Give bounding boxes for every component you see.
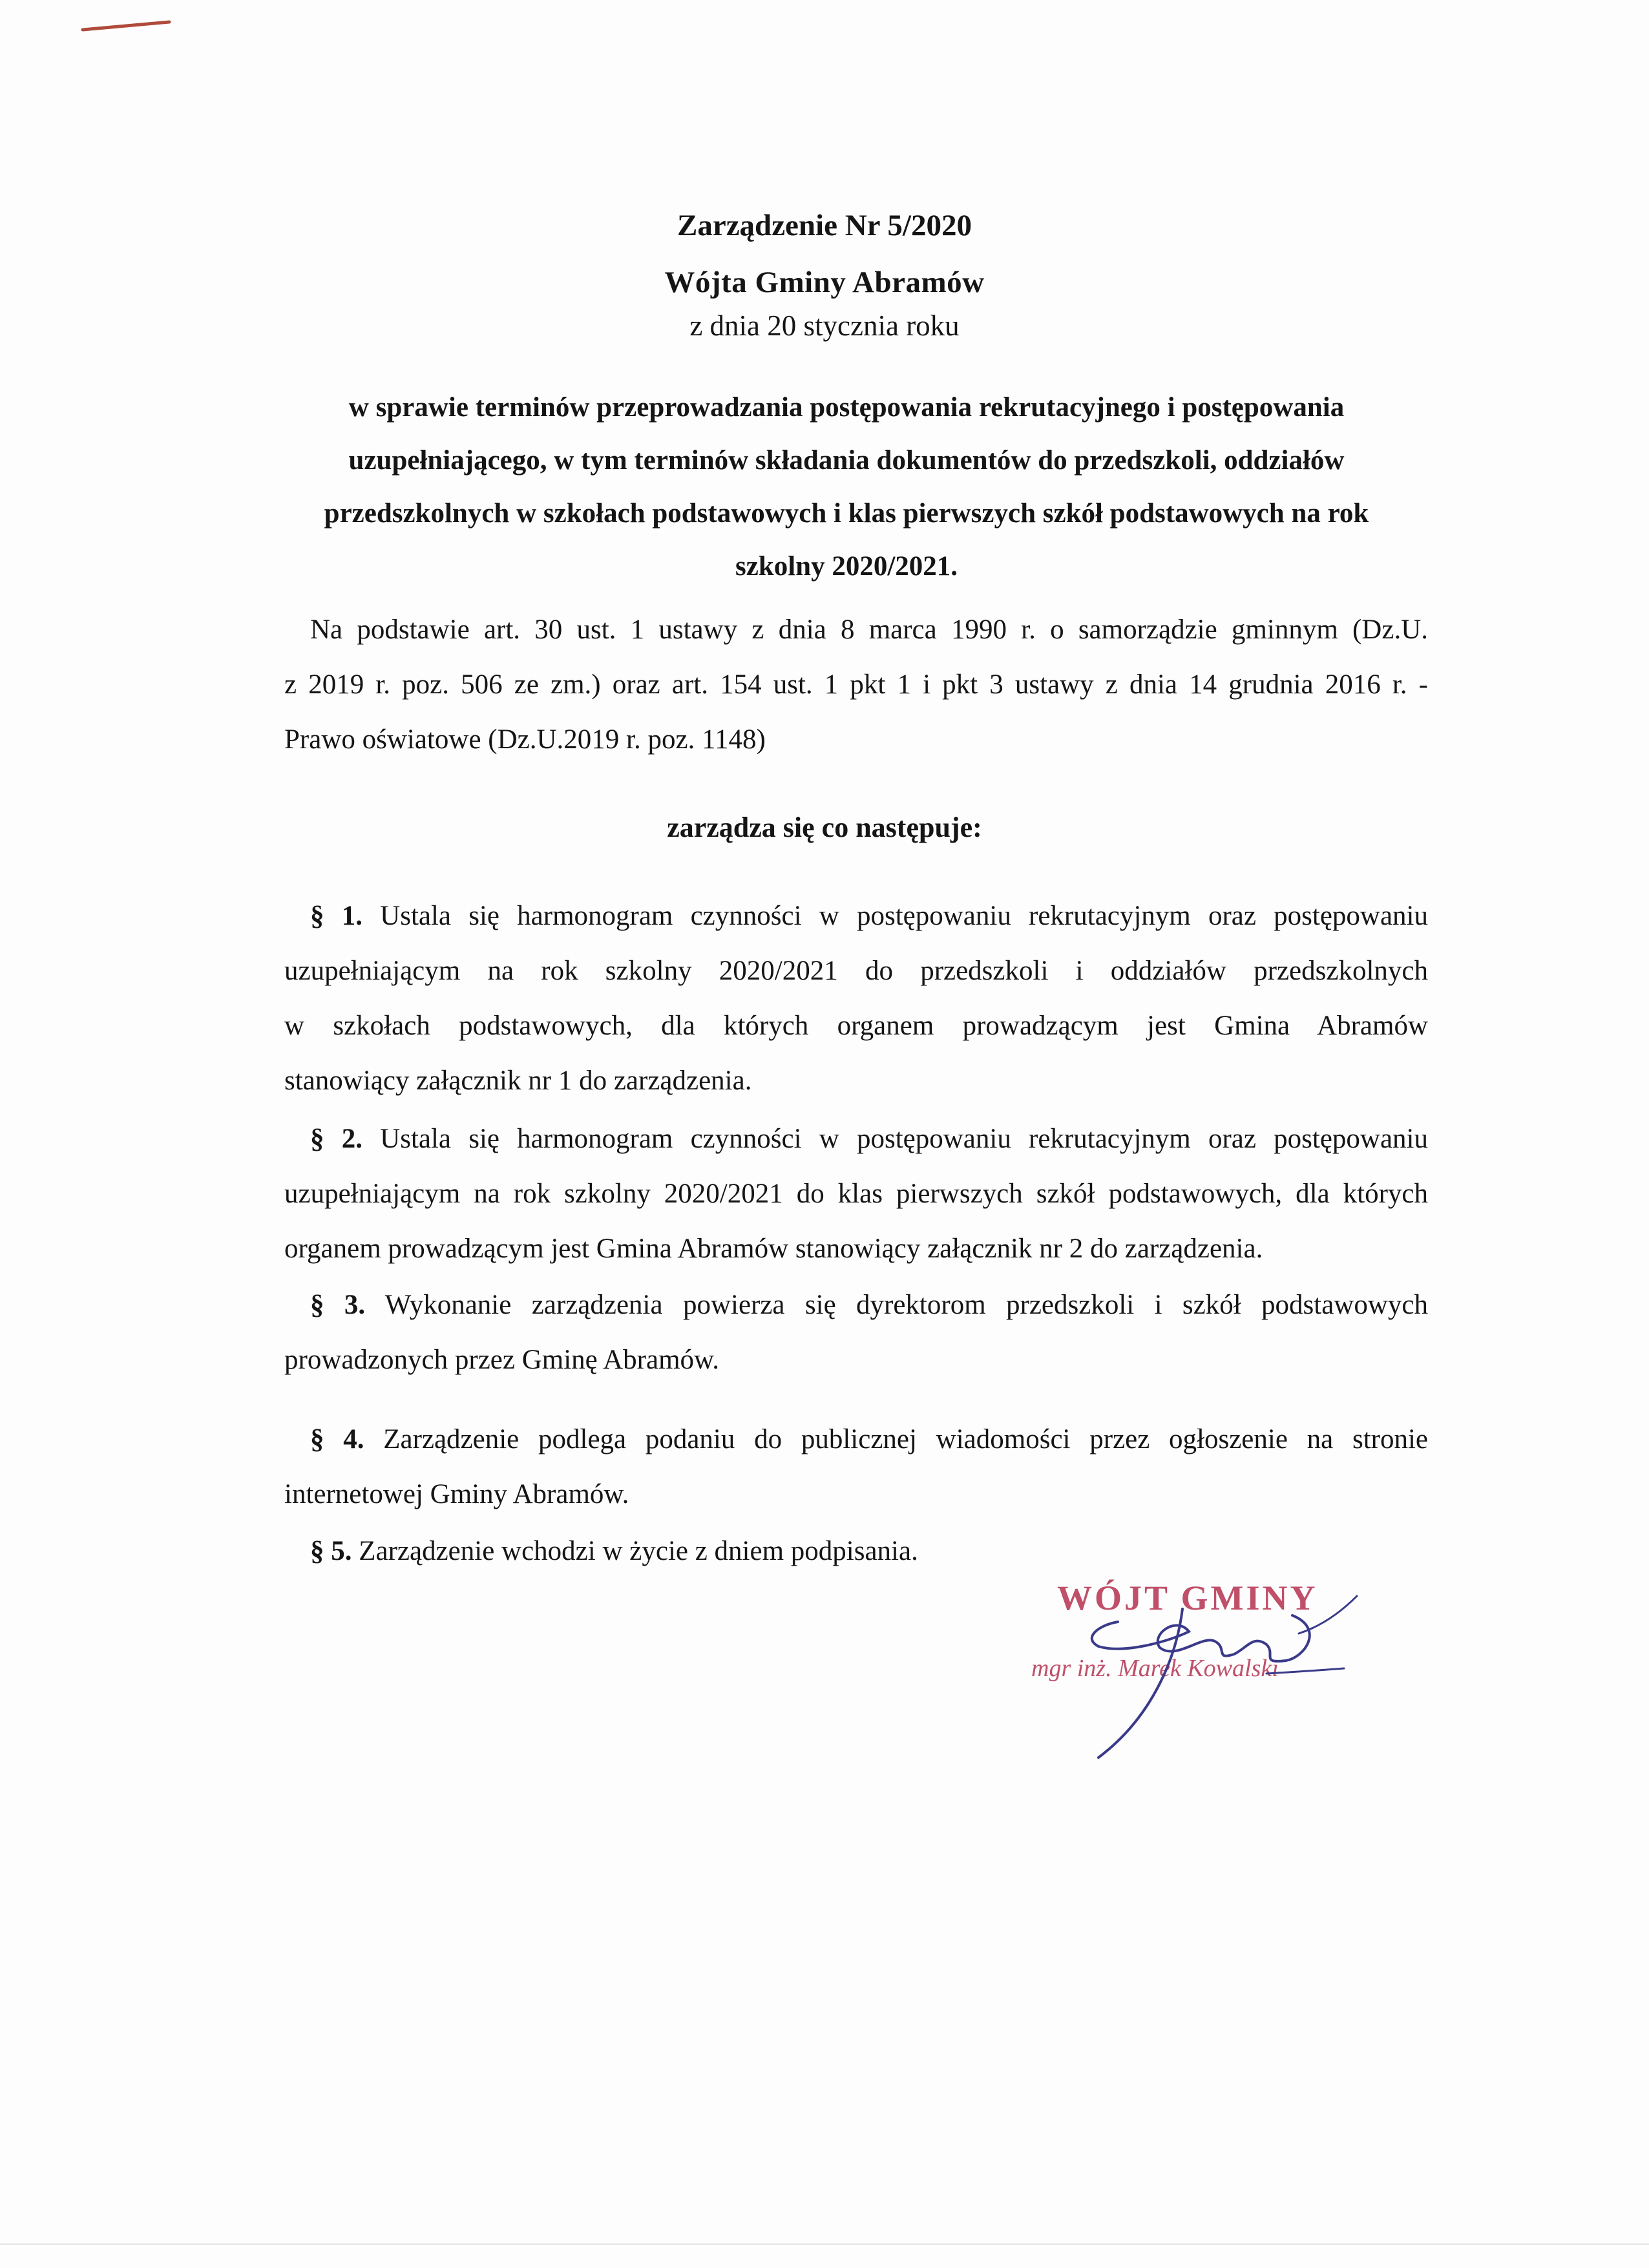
section-line: § 4. Zarządzenie podlega podaniu do publicznej wiadomości przez ogłoszenie na stronie: [310, 1424, 1428, 1454]
section-line: uzupełniającym na rok szkolny 2020/2021 do klas pierwszych szkół podstawowych, dla których: [284, 1179, 1428, 1209]
section-line: § 1. Ustala się harmonogram czynności w postępowaniu rekrutacyjnym oraz postępowaniu: [310, 901, 1428, 931]
section-line: prowadzonych przez Gminę Abramów.: [284, 1345, 720, 1375]
basis-line: Prawo oświatowe (Dz.U.2019 r. poz. 1148): [284, 724, 766, 755]
document-title: Zarządzenie Nr 5/2020: [677, 209, 972, 242]
section-line: § 2. Ustala się harmonogram czynności w postępowaniu rekrutacyjnym oraz postępowaniu: [310, 1124, 1428, 1154]
legal-basis: [284, 602, 1428, 767]
section-number: § 1.: [310, 901, 362, 931]
section-4: [284, 1412, 1428, 1522]
section-number: § 3.: [310, 1290, 366, 1320]
document-subject: [284, 381, 1409, 593]
basis-line: Na podstawie art. 30 ust. 1 ustawy z dnia 8 marca 1990 r. o samorządzie gminnym (Dz.U.: [310, 614, 1428, 645]
section-line: § 5. Zarządzenie wchodzi w życie z dniem podpisania.: [310, 1536, 918, 1566]
section-line: uzupełniającym na rok szkolny 2020/2021 do przedszkoli i oddziałów przedszkolnych: [284, 956, 1428, 986]
section-line: organem prowadzącym jest Gmina Abramów stanowiący załącznik nr 2 do zarządzenia.: [284, 1234, 1263, 1264]
stamp-title: WÓJT GMINY: [1057, 1579, 1318, 1617]
signature-icon: [1021, 1564, 1422, 1777]
section-number: § 5.: [310, 1536, 352, 1566]
decree-heading: zarządza się co następuje:: [667, 812, 982, 843]
subject-line: przedszkolnych w szkołach podstawowych i klas pierwszych szkół podstawowych na rok: [324, 498, 1369, 529]
section-3: [284, 1277, 1428, 1387]
stamp-name: mgr inż. Marek Kowalski: [1031, 1655, 1279, 1682]
section-line: § 3. Wykonanie zarządzenia powierza się dyrektorom przedszkoli i szkół podstawowych: [310, 1290, 1428, 1320]
page-edge-line: [0, 2243, 1649, 2245]
subject-line: uzupełniającego, w tym terminów składania dokumentów do przedszkoli, oddziałów: [348, 445, 1345, 476]
basis-line: z 2019 r. poz. 506 ze zm.) oraz art. 154 ust. 1 pkt 1 i pkt 3 ustawy z dnia 14 grudnia 2016 r. -: [284, 669, 1428, 700]
section-1: [284, 888, 1428, 1108]
official-stamp: [1021, 1564, 1422, 1777]
section-line: w szkołach podstawowych, dla których organem prowadzącym jest Gmina Abramów: [284, 1011, 1428, 1041]
section-2: [284, 1111, 1428, 1276]
subject-line: w sprawie terminów przeprowadzania postępowania rekrutacyjnego i postępowania: [348, 392, 1345, 423]
section-number: § 4.: [310, 1424, 364, 1454]
section-line: stanowiący załącznik nr 1 do zarządzenia.: [284, 1066, 752, 1096]
subject-line: szkolny 2020/2021.: [735, 551, 958, 582]
section-line: internetowej Gminy Abramów.: [284, 1479, 629, 1509]
section-number: § 2.: [310, 1124, 362, 1154]
document-authority: Wójta Gminy Abramów: [664, 266, 985, 299]
document-date: z dnia 20 stycznia roku: [689, 310, 960, 342]
